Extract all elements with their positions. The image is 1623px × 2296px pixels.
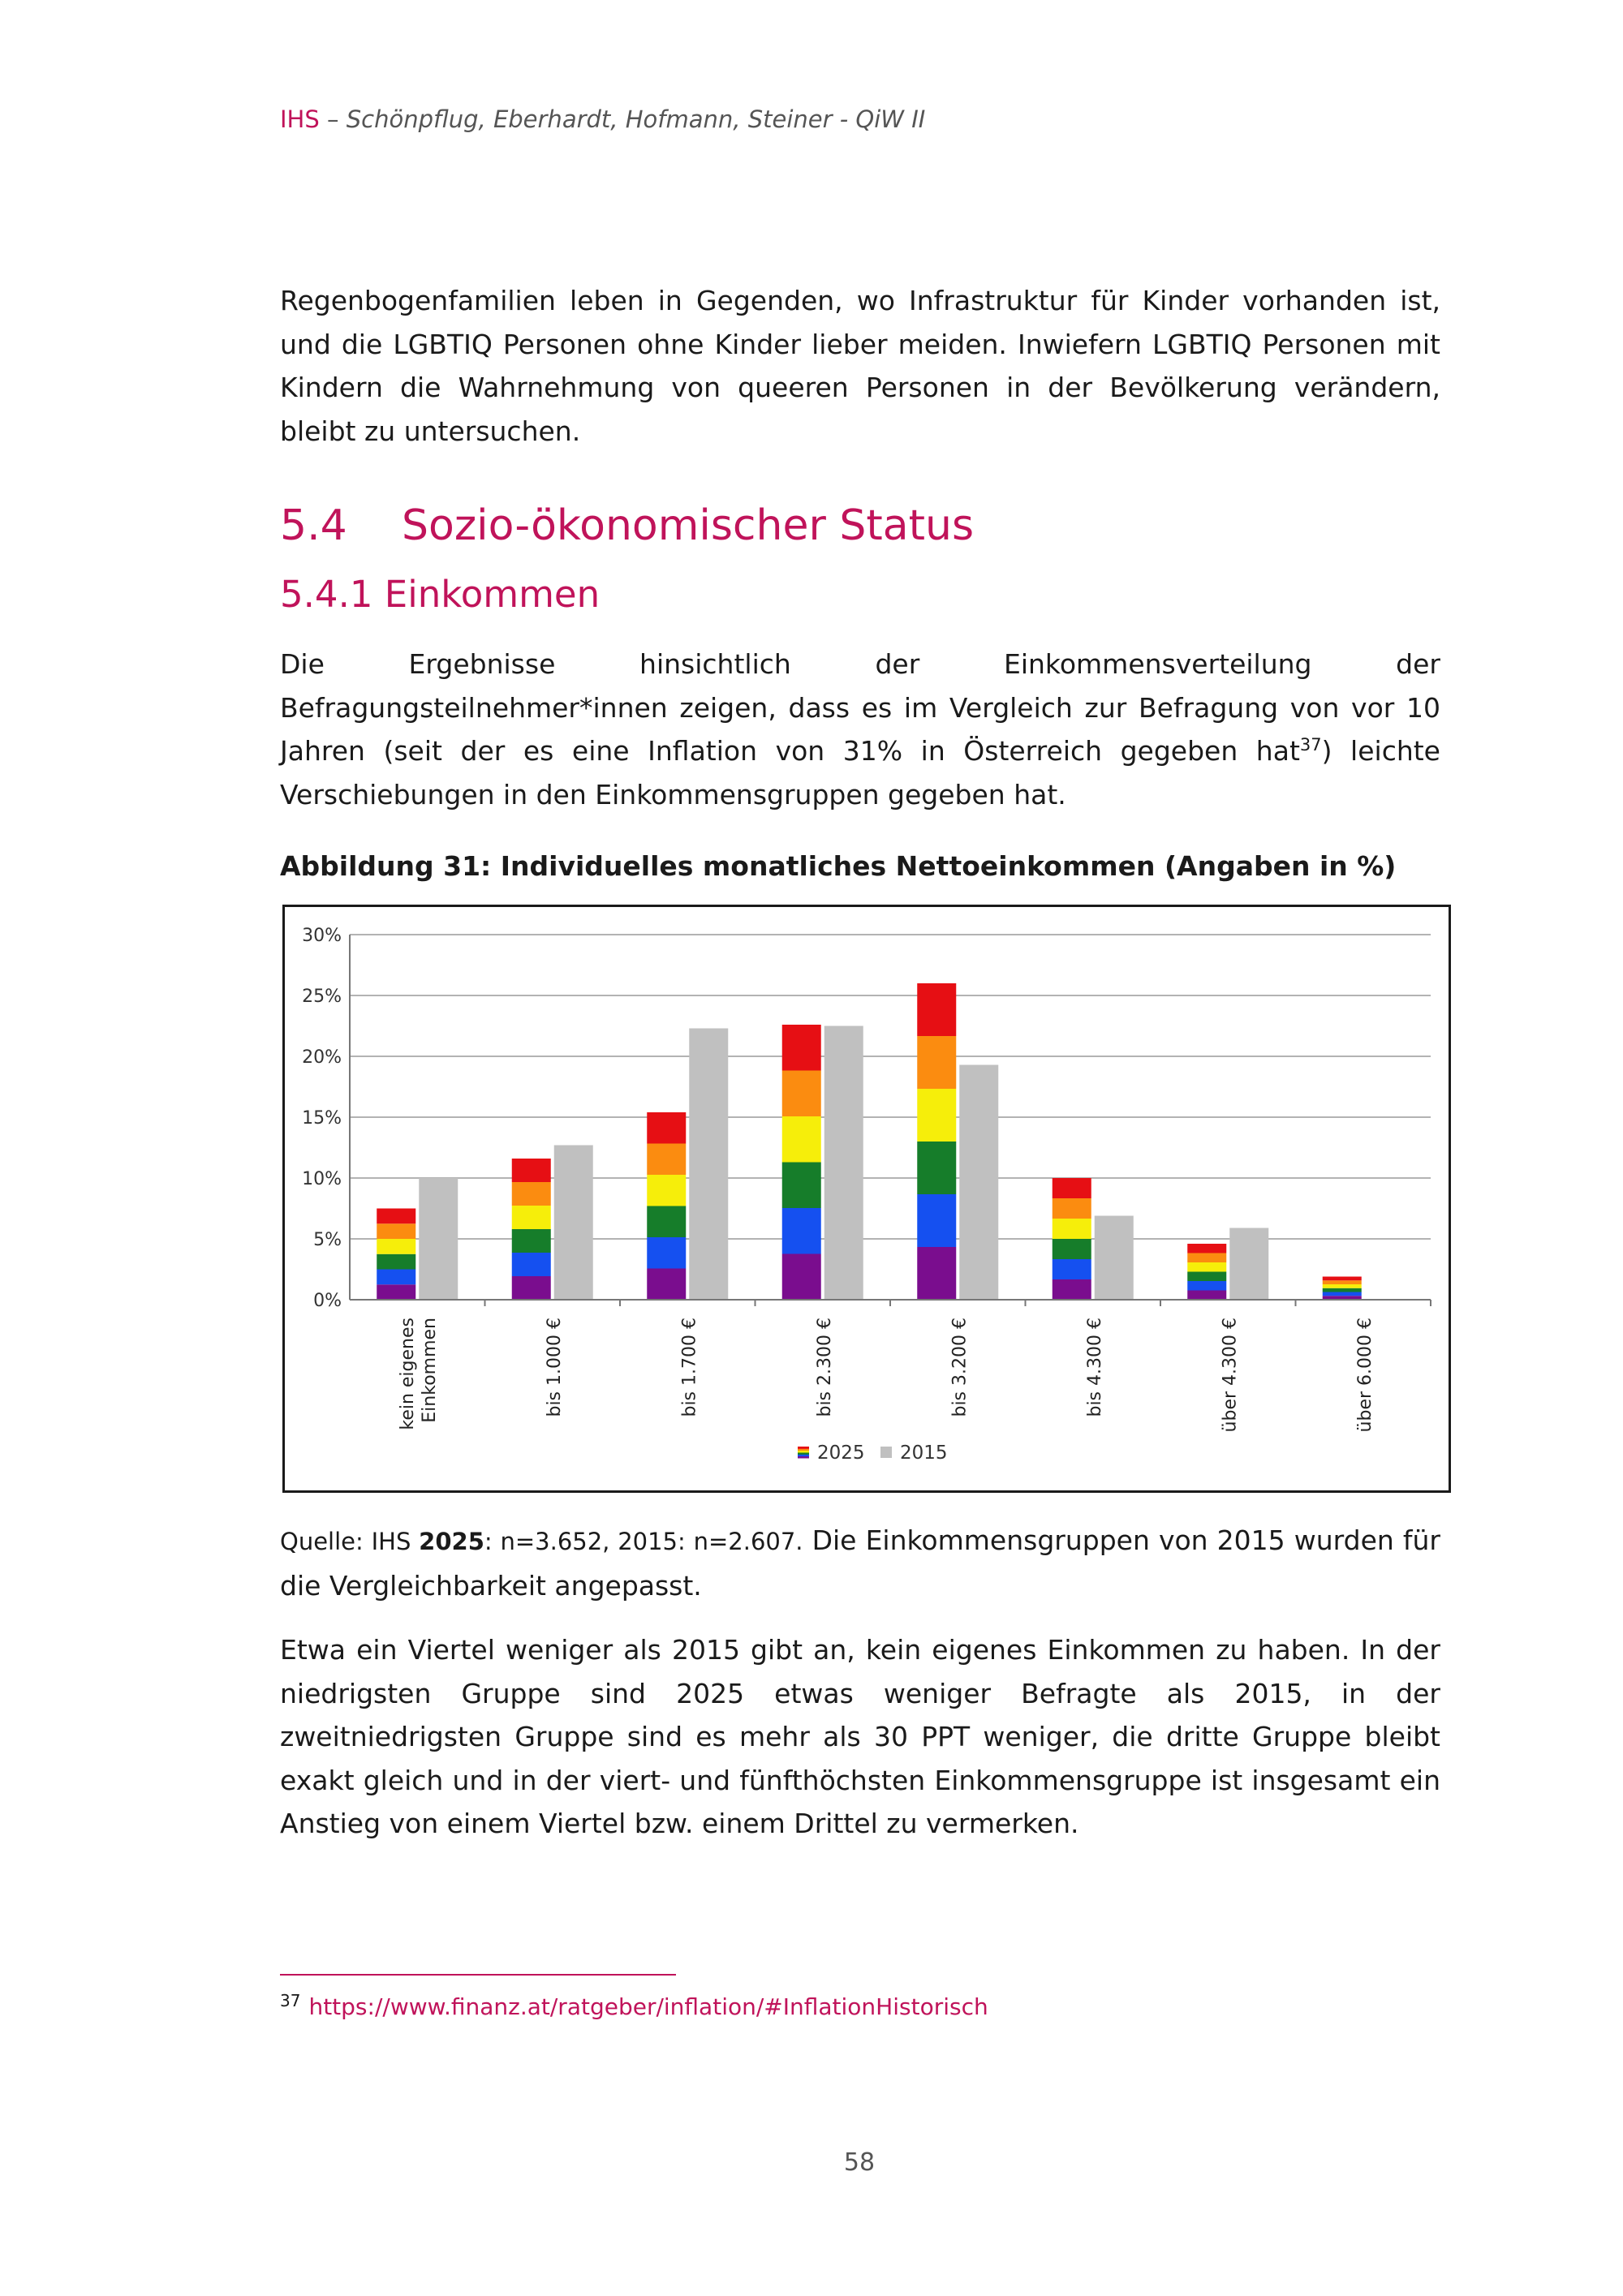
x-category-label-line: über 4.300 € <box>1220 1318 1241 1433</box>
bar-2025-segment <box>917 1089 956 1142</box>
income-paragraph-text-end: ) leichte Verschiebungen in den Einkommensgruppen gegeben hat. <box>280 735 1440 810</box>
bar-2015 <box>959 1065 998 1301</box>
bar-2025-segment <box>782 1254 821 1301</box>
x-category-label-line: bis 1.000 € <box>544 1318 565 1417</box>
running-header <box>280 105 925 133</box>
bar-2025-segment <box>1053 1198 1091 1219</box>
bar-2015 <box>1095 1216 1134 1301</box>
x-category-label <box>679 1318 700 1417</box>
subsection-heading: 5.4.1 Einkommen <box>280 573 601 616</box>
bar-2025-segment <box>647 1175 686 1206</box>
header-authors: Schönpflug, Eberhardt, Hofmann, Steiner - QiW II <box>346 105 926 133</box>
source-prefix: Quelle: IHS <box>280 1528 420 1555</box>
x-category-label <box>1355 1318 1375 1432</box>
y-tick-label: 5% <box>313 1230 342 1250</box>
bar-2015 <box>824 1026 863 1301</box>
bar-2025-segment <box>1053 1259 1091 1279</box>
footnote-divider <box>280 1974 676 1976</box>
bar-2025-segment <box>1323 1277 1362 1281</box>
bar-2025-segment <box>1187 1291 1226 1301</box>
section-number: 5.4 <box>280 501 347 550</box>
bar-2025-segment <box>647 1144 686 1176</box>
y-tick-label: 30% <box>302 926 342 946</box>
x-category-label-line: bis 2.300 € <box>814 1318 835 1417</box>
bar-2025-segment <box>1187 1244 1226 1253</box>
y-tick-label: 15% <box>302 1108 342 1129</box>
bar-2015 <box>419 1178 458 1300</box>
section-title: Sozio-ökonomischer Status <box>402 501 975 550</box>
bar-2025-segment <box>782 1208 821 1254</box>
section-heading <box>280 501 974 550</box>
bar-2015 <box>689 1029 728 1301</box>
bar-2025-segment <box>1053 1279 1091 1300</box>
bar-2025-segment <box>1187 1272 1226 1282</box>
x-category-label <box>1220 1318 1240 1432</box>
source-sample: : n=3.652, 2015: n=2.607. <box>484 1528 803 1555</box>
legend-swatch-2025 <box>798 1447 809 1449</box>
bar-2025-segment <box>1187 1262 1226 1272</box>
bar-2025-segment <box>377 1223 415 1239</box>
page-number: 58 <box>843 2148 876 2177</box>
bar-2025-segment <box>647 1206 686 1238</box>
bar-2025-segment <box>647 1269 686 1301</box>
chart-canvas <box>285 907 1449 1490</box>
x-category-label-line: bis 3.200 € <box>949 1318 971 1417</box>
bar-2025-segment <box>512 1206 551 1229</box>
bar-2025-segment <box>917 1142 956 1194</box>
bar-2025-segment <box>1053 1239 1091 1259</box>
legend-label-2015: 2015 <box>900 1443 948 1464</box>
x-category-label <box>1085 1318 1105 1417</box>
bar-2025-segment <box>1187 1281 1226 1291</box>
footnote-link[interactable]: https://www.finanz.at/ratgeber/inflation/#InflationHistorisch <box>308 1993 988 2021</box>
bar-2015 <box>1229 1228 1268 1301</box>
bar-2025-segment <box>782 1116 821 1163</box>
source-remark: Die Einkommensgruppen von 2015 wurden für die Vergleichbarkeit angepasst. <box>280 1524 1440 1602</box>
bar-2025-segment <box>512 1276 551 1300</box>
bar-2025-segment <box>512 1182 551 1206</box>
y-tick-label: 25% <box>302 987 342 1007</box>
bar-2025-segment <box>647 1112 686 1144</box>
bar-2025-segment <box>1187 1253 1226 1263</box>
footnote-ref[interactable]: 37 <box>1299 735 1322 755</box>
x-category-label-line: Einkommen <box>419 1318 440 1423</box>
bar-2025-segment <box>377 1270 415 1285</box>
bar-2025-segment <box>782 1025 821 1071</box>
bar-2025-segment <box>917 1036 956 1089</box>
bar-2025-segment <box>917 983 956 1036</box>
x-category-label-line: über 6.000 € <box>1354 1318 1375 1433</box>
y-tick-label: 20% <box>302 1047 342 1068</box>
legend-swatch-2015 <box>880 1447 892 1458</box>
bar-2025-segment <box>1053 1178 1091 1198</box>
x-category-label <box>545 1318 565 1417</box>
x-category-label <box>949 1318 970 1417</box>
legend-label-2025: 2025 <box>817 1443 865 1464</box>
bar-2025-segment <box>512 1229 551 1253</box>
bar-2025-segment <box>1053 1219 1091 1239</box>
bar-2025-segment <box>1323 1288 1362 1292</box>
bar-2025-segment <box>647 1237 686 1269</box>
bar-2025-segment <box>1323 1292 1362 1296</box>
bar-2025-segment <box>782 1163 821 1209</box>
figure-caption: Abbildung 31: Individuelles monatliches Nettoeinkommen (Angaben in %) <box>280 850 1397 882</box>
bar-2025-segment <box>377 1254 415 1270</box>
bar-2015 <box>554 1146 593 1301</box>
y-tick-label: 0% <box>313 1291 342 1311</box>
y-tick-label: 10% <box>302 1169 342 1189</box>
x-category-label-line: bis 4.300 € <box>1084 1318 1105 1417</box>
bar-2025-segment <box>1323 1284 1362 1288</box>
bar-2025-segment <box>917 1247 956 1300</box>
source-year: 2025 <box>419 1528 484 1555</box>
source-note <box>280 1519 1440 1607</box>
x-category-label <box>398 1318 440 1430</box>
footnote-number: 37 <box>280 1991 301 2010</box>
analysis-paragraph: Etwa ein Viertel weniger als 2015 gibt an, kein eigenes Einkommen zu haben. In der niedrigsten Gruppe sind 2025 etwas weniger Befragte als 2015, in der zweitniedrigsten Gruppe sind es mehr als 30 PPT weniger, die dritte Gruppe bleibt exakt gleich und in der viert- und fünfthöchsten Einkommensgruppe ist insgesamt ein Anstieg von einem Viertel bzw. einem Drittel zu vermerken. <box>280 1634 1440 1839</box>
income-paragraph-text: Die Ergebnisse hinsichtlich der Einkommensverteilung der Befragungsteilnehmer*innen zeigen, dass es im Vergleich zur Befragung von vor 10 Jahren (seit der es eine Inflation von 31% in Österreich gegeben hat <box>280 648 1440 767</box>
bar-2025-segment <box>512 1253 551 1276</box>
bar-2025-segment <box>782 1071 821 1117</box>
x-category-label-line: bis 1.700 € <box>679 1318 700 1417</box>
header-dash: – <box>319 105 347 133</box>
bar-2025-segment <box>1323 1280 1362 1284</box>
bar-2025-segment <box>512 1159 551 1182</box>
income-paragraph <box>280 643 1440 816</box>
income-chart <box>282 905 1451 1493</box>
intro-paragraph: Regenbogenfamilien leben in Gegenden, wo Infrastruktur für Kinder vorhanden ist, und die LGBTIQ Personen ohne Kinder lieber meiden. Inwiefern LGBTIQ Personen mit Kindern die Wahrnehmung von queeren Personen in der Bevölkerung verändern, bleibt zu untersuchen. <box>280 285 1440 447</box>
x-category-label-line: kein eigenes <box>397 1318 418 1430</box>
bar-2025-segment <box>377 1209 415 1224</box>
x-category-label <box>815 1318 835 1417</box>
bar-2025-segment <box>377 1239 415 1254</box>
bar-2025-segment <box>917 1194 956 1247</box>
header-org: IHS <box>280 105 320 133</box>
bar-2025-segment <box>377 1284 415 1300</box>
footnote <box>280 1991 988 2020</box>
